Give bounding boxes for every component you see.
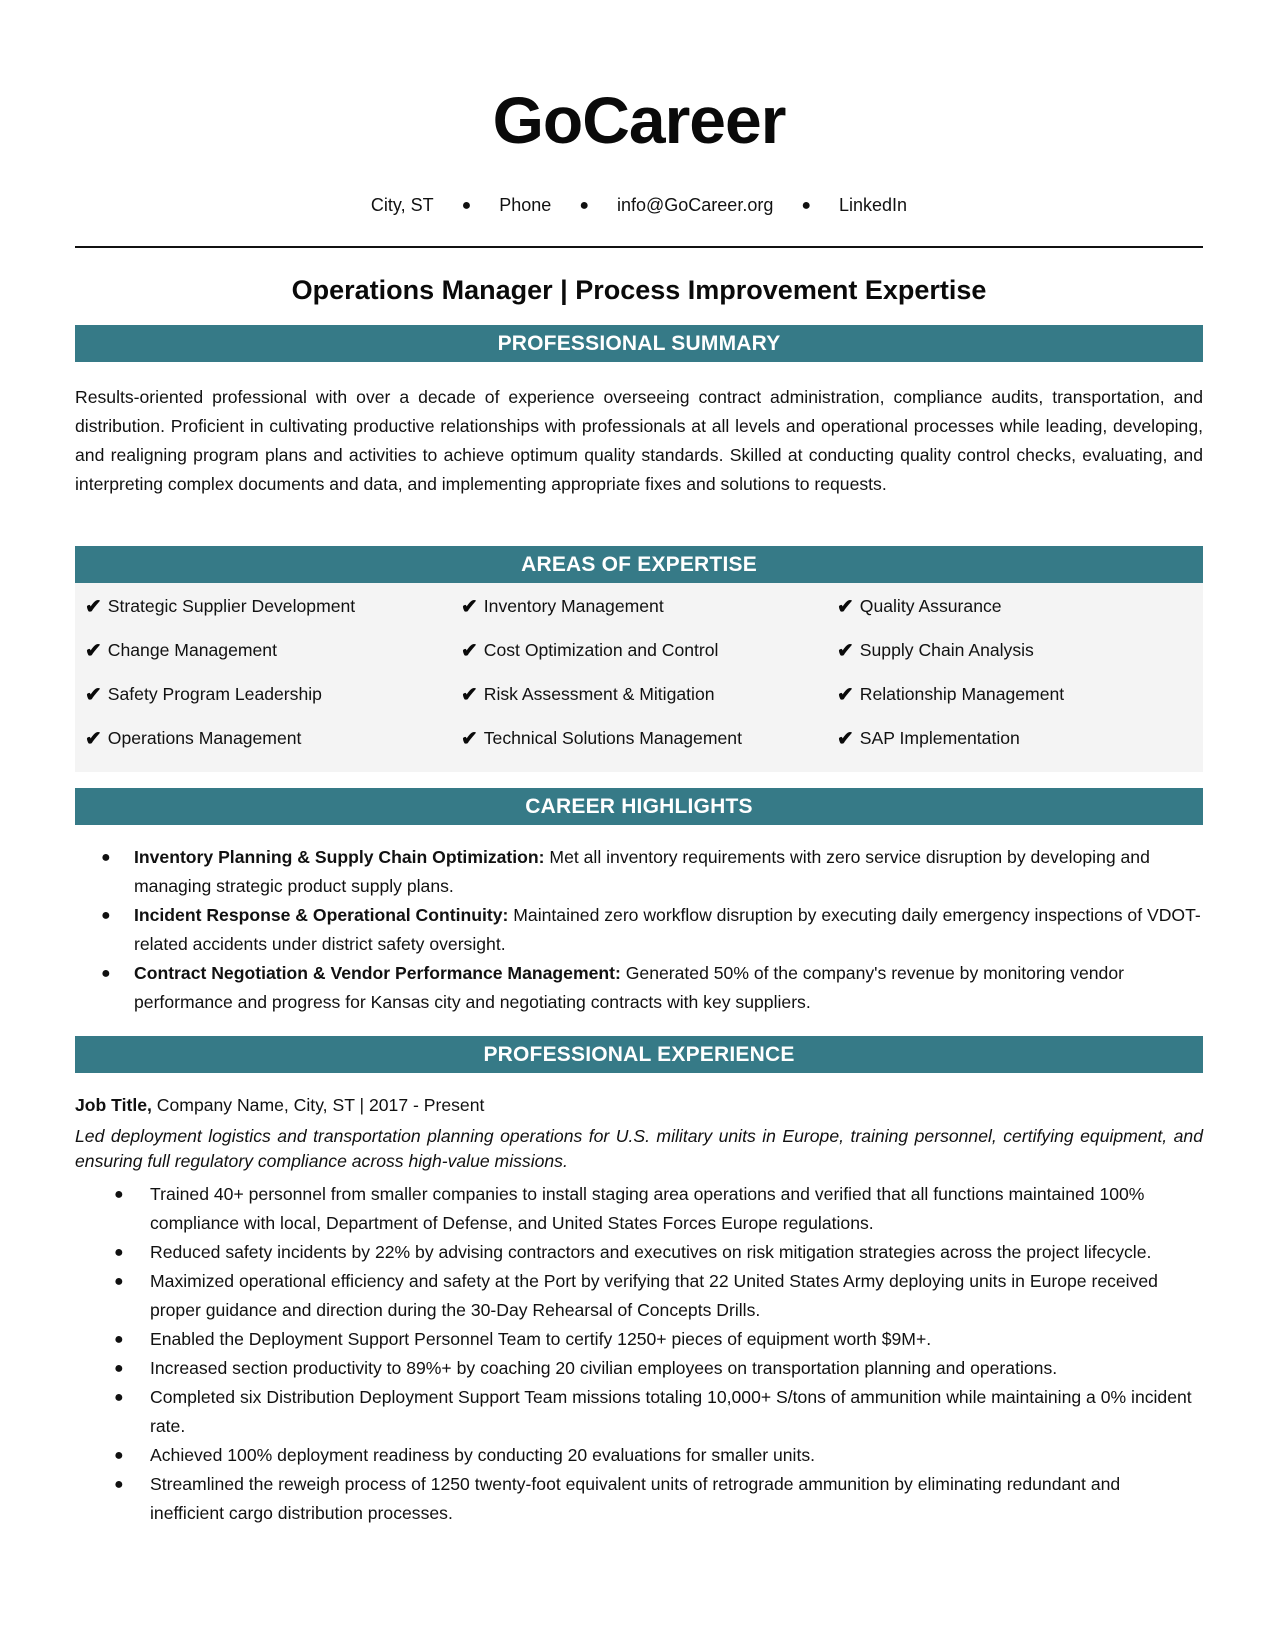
expertise-item (837, 725, 1195, 751)
candidate-name: GoCareer (492, 83, 786, 157)
checkmark-icon: ✔ (461, 639, 478, 662)
highlight-item (75, 959, 1203, 1017)
expertise-label: Strategic Supplier Development (107, 595, 356, 616)
contact-line (75, 195, 1203, 216)
bullet-icon: ● (114, 1244, 124, 1261)
bullet-icon: ● (101, 849, 111, 866)
section-header-experience: PROFESSIONAL EXPERIENCE (75, 1036, 1203, 1073)
expertise-panel (75, 583, 1203, 772)
contact-phone: Phone (499, 195, 552, 215)
expertise-label: Safety Program Leadership (107, 683, 322, 704)
experience-bullet (75, 1325, 1203, 1354)
separator-dot-icon: ● (461, 196, 472, 214)
checkmark-icon: ✔ (85, 595, 102, 618)
bullet-text: Increased section productivity to 89%+ by coaching 20 civilian employees on transportation planning and operations. (150, 1358, 1058, 1378)
expertise-item (461, 725, 837, 751)
checkmark-icon: ✔ (461, 727, 478, 750)
header-divider (75, 246, 1203, 248)
bullet-icon: ● (114, 1331, 124, 1348)
summary-paragraph: Results-oriented professional with over a decade of experience overseeing contract administration, compliance audits, transportation, and distribution. Proficient in cultivating productive relationships with professionals at all levels and operational processes while leading, developing, and realigning program plans and activities to achieve optimum quality standards. Skilled at conducting quality control checks, evaluating, and interpreting complex documents and data, and implementing appropriate fixes and solutions to requests. (75, 387, 1203, 494)
highlight-item (75, 901, 1203, 959)
experience-bullet (75, 1267, 1203, 1325)
expertise-label: Operations Management (107, 727, 302, 748)
bullet-icon: ● (114, 1360, 124, 1377)
bullet-text: Reduced safety incidents by 22% by advising contractors and executives on risk mitigation strategies across the project lifecycle. (150, 1242, 1152, 1262)
job-meta: Company Name, City, ST | 2017 - Present (151, 1095, 485, 1115)
experience-bullet (75, 1180, 1203, 1238)
highlight-item (75, 843, 1203, 901)
bullet-icon: ● (114, 1447, 124, 1464)
expertise-item (837, 681, 1195, 707)
bullet-icon: ● (101, 907, 111, 924)
bullet-icon: ● (114, 1389, 124, 1406)
highlight-text: Maintained zero workflow disruption by executing daily emergency inspections of VDOT-related accidents under district safety oversight. (134, 905, 1201, 954)
contact-location: City, ST (370, 195, 434, 215)
checkmark-icon: ✔ (85, 639, 102, 662)
checkmark-icon: ✔ (837, 683, 854, 706)
bullet-icon: ● (114, 1476, 124, 1493)
highlight-title: Contract Negotiation & Vendor Performance Management: (134, 963, 621, 983)
checkmark-icon: ✔ (837, 595, 854, 618)
expertise-item (461, 593, 837, 619)
highlight-text: Met all inventory requirements with zero service disruption by developing and managing strategic product supply plans. (134, 847, 1150, 896)
expertise-label: Supply Chain Analysis (859, 639, 1034, 660)
expertise-label: Risk Assessment & Mitigation (483, 683, 715, 704)
highlights-list (75, 843, 1203, 1017)
expertise-item (837, 637, 1195, 663)
bullet-icon: ● (114, 1186, 124, 1203)
bullet-text: Streamlined the reweigh process of 1250 twenty-foot equivalent units of retrograde ammunition by eliminating redundant and inefficient cargo distribution processes. (150, 1474, 1121, 1523)
bullet-text: Completed six Distribution Deployment Support Team missions totaling 10,000+ S/tons of ammunition while maintaining a 0% incident rate. (150, 1387, 1192, 1436)
bullet-icon: ● (101, 965, 111, 982)
contact-email[interactable]: info@GoCareer.org (616, 195, 774, 215)
experience-bullet (75, 1470, 1203, 1528)
expertise-label: Cost Optimization and Control (483, 639, 719, 660)
expertise-label: Inventory Management (483, 595, 664, 616)
bullet-text: Enabled the Deployment Support Personnel Team to certify 1250+ pieces of equipment worth $9M+. (150, 1329, 932, 1349)
bullet-text: Maximized operational efficiency and safety at the Port by verifying that 22 United States Army deploying units in Europe received proper guidance and direction during the 30-Day Rehearsal of Concepts Drills. (150, 1271, 1158, 1320)
experience-bullet (75, 1354, 1203, 1383)
checkmark-icon: ✔ (85, 683, 102, 706)
section-header-expertise: AREAS OF EXPERTISE (75, 546, 1203, 583)
checkmark-icon: ✔ (85, 727, 102, 750)
checkmark-icon: ✔ (461, 595, 478, 618)
expertise-item (461, 681, 837, 707)
experience-bullet (75, 1383, 1203, 1441)
expertise-label: Technical Solutions Management (483, 727, 742, 748)
experience-bullet (75, 1238, 1203, 1267)
expertise-item (837, 593, 1195, 619)
expertise-item (85, 593, 461, 619)
contact-linkedin[interactable]: LinkedIn (839, 195, 908, 215)
job-description: Led deployment logistics and transportation planning operations for U.S. military units in Europe, training personnel, certifying equipment, and ensuring full regulatory compliance across high-value missions. (75, 1126, 1203, 1171)
bullet-text: Trained 40+ personnel from smaller companies to install staging area operations and verified that all functions maintained 100% compliance with local, Department of Defense, and United States Forces Europe regulations. (150, 1184, 1145, 1233)
expertise-label: Relationship Management (859, 683, 1065, 704)
experience-bullet (75, 1441, 1203, 1470)
expertise-label: Quality Assurance (859, 595, 1002, 616)
expertise-item (461, 637, 837, 663)
job-heading (75, 1095, 484, 1116)
expertise-item (85, 725, 461, 751)
highlight-text: Generated 50% of the company's revenue by monitoring vendor performance and progress for Kansas city and negotiating contracts with key suppliers. (134, 963, 1124, 1012)
section-header-summary: PROFESSIONAL SUMMARY (75, 325, 1203, 362)
highlight-title: Incident Response & Operational Continuity: (134, 905, 509, 925)
bullet-text: Achieved 100% deployment readiness by conducting 20 evaluations for smaller units. (150, 1445, 816, 1465)
expertise-label: Change Management (107, 639, 277, 660)
checkmark-icon: ✔ (837, 727, 854, 750)
section-header-highlights: CAREER HIGHLIGHTS (75, 788, 1203, 825)
experience-bullets (75, 1180, 1203, 1528)
checkmark-icon: ✔ (461, 683, 478, 706)
expertise-item (85, 681, 461, 707)
highlight-title: Inventory Planning & Supply Chain Optimization: (134, 847, 545, 867)
resume-headline: Operations Manager | Process Improvement Expertise (291, 275, 987, 305)
expertise-item (85, 637, 461, 663)
bullet-icon: ● (114, 1273, 124, 1290)
expertise-grid (85, 593, 1195, 769)
job-title: Job Title, (75, 1095, 152, 1115)
separator-dot-icon: ● (579, 196, 589, 214)
separator-dot-icon: ● (801, 196, 812, 214)
expertise-label: SAP Implementation (859, 727, 1020, 748)
checkmark-icon: ✔ (837, 639, 854, 662)
